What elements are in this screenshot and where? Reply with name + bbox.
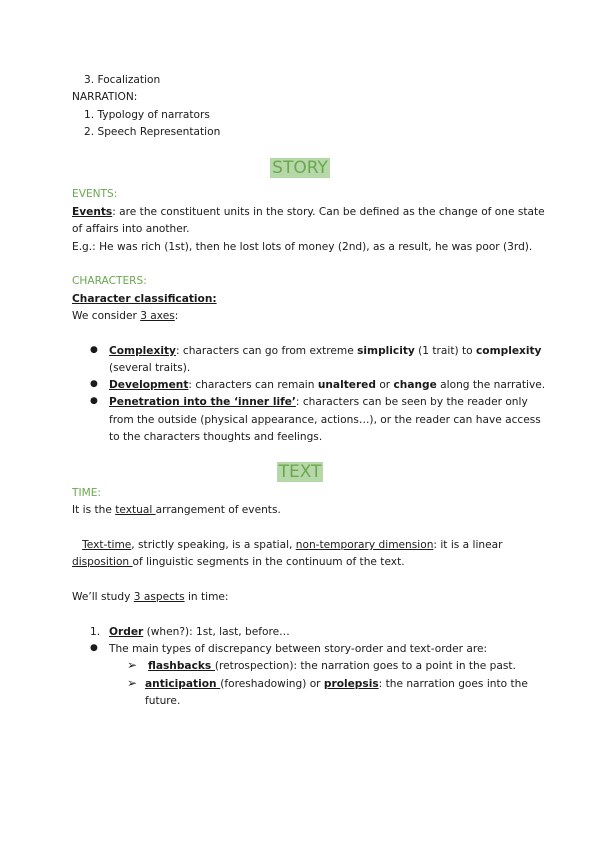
development-text1: : characters can remain [188,379,318,391]
events-label: EVENTS: [72,188,118,200]
time-post: arrangement of events. [155,504,281,516]
penetration-line1 [109,395,528,409]
indent [72,539,82,551]
simplicity-bold: simplicity [357,345,415,357]
toc-item-focalization: 3. Focalization [84,74,161,86]
order-term: Order [109,626,144,638]
flashbacks-term: flashbacks [148,660,215,672]
complexity-term: Complexity [109,345,176,357]
axes-intro [72,309,178,323]
discrepancy-line: The main types of discrepancy between story-order and text-order are: [109,643,488,655]
unaltered-bold: unaltered [317,379,376,391]
arrow-bullet: ➢ [127,676,138,690]
toc-item-speech: 2. Speech Representation [84,126,221,138]
study-pre: We’ll study [72,591,134,603]
text-time-mid: , strictly speaking, is a spatial, [131,539,296,551]
penetration-line2: from the outside (physical appearance, actions…), or the reader can have access [109,414,541,426]
bullet-dot: ● [90,396,98,406]
complexity-text2: (1 trait) to [414,345,477,357]
study-post: in time: [184,591,229,603]
anticipation-line1 [145,677,528,691]
bullet-dot: ● [90,643,98,653]
order-line [109,625,290,639]
change-bold: change [393,379,437,391]
complexity-text1: : characters can go from extreme [175,345,358,357]
events-definition-line1 [72,205,545,219]
flashbacks-line [148,659,516,673]
events-def-text: : are the constituent units in the story. Can be defined as the change of one state [112,206,545,218]
events-example: E.g.: He was rich (1st), then he lost lots of money (2nd), as a result, he was poor (3rd). [72,241,533,253]
prolepsis-post: : the narration goes into the [378,678,528,690]
axes-intro-pre: We consider [72,310,141,322]
text-time-term: Text-time [82,539,132,551]
anticipation-line2: future. [145,695,181,707]
bullet-dot: ● [90,379,98,389]
penetration-line3: to the characters thoughts and feelings. [109,431,323,443]
aspects-count: 3 aspects [133,591,185,603]
text-time-line2 [72,555,405,569]
bullet-dot: ● [90,345,98,355]
disposition-term: disposition [72,556,133,568]
order-number: 1. [90,626,101,638]
development-line [109,378,545,392]
character-classification-heading: Character classification: [72,293,217,305]
toc-narration-heading: NARRATION: [72,91,138,103]
order-post: (when?): 1st, last, before… [143,626,290,638]
events-definition-line2: of affairs into another. [72,223,190,235]
text-time-post: : it is a linear [433,539,503,551]
text-heading-text: TEXT [278,462,322,482]
arrow-bullet: ➢ [127,658,138,672]
prolepsis-term: prolepsis [323,678,379,690]
non-temporary-term: non-temporary dimension [295,539,434,551]
characters-label: CHARACTERS: [72,275,147,287]
text-heading [0,462,600,484]
development-text3: along the narrative. [436,379,546,391]
complexity-line2: (several traits). [109,362,191,374]
time-label: TIME: [72,487,101,499]
anticipation-term: anticipation [145,678,221,690]
development-text2: or [375,379,394,391]
events-term: Events [72,206,113,218]
story-heading [0,158,600,180]
axes-intro-post: : [174,310,179,322]
development-term: Development [109,379,189,391]
study-aspects-line [72,590,229,604]
toc-item-narrators: 1. Typology of narrators [84,109,210,121]
complexity-bold: complexity [476,345,542,357]
complexity-line1 [109,344,541,358]
penetration-term: Penetration into the ‘inner life’ [109,396,296,408]
time-textual: textual [115,504,156,516]
time-pre: It is the [72,504,116,516]
anticipation-mid: (foreshadowing) or [220,678,324,690]
time-definition [72,503,281,517]
flashbacks-post: (retrospection): the narration goes to a point in the past. [214,660,516,672]
text-time-line1 [72,538,502,552]
penetration-text1: : characters can be seen by the reader only [295,396,528,408]
axes-count: 3 axes [140,310,175,322]
text-time-line2-text: of linguistic segments in the continuum of the text. [132,556,405,568]
story-heading-text: STORY [272,158,328,178]
